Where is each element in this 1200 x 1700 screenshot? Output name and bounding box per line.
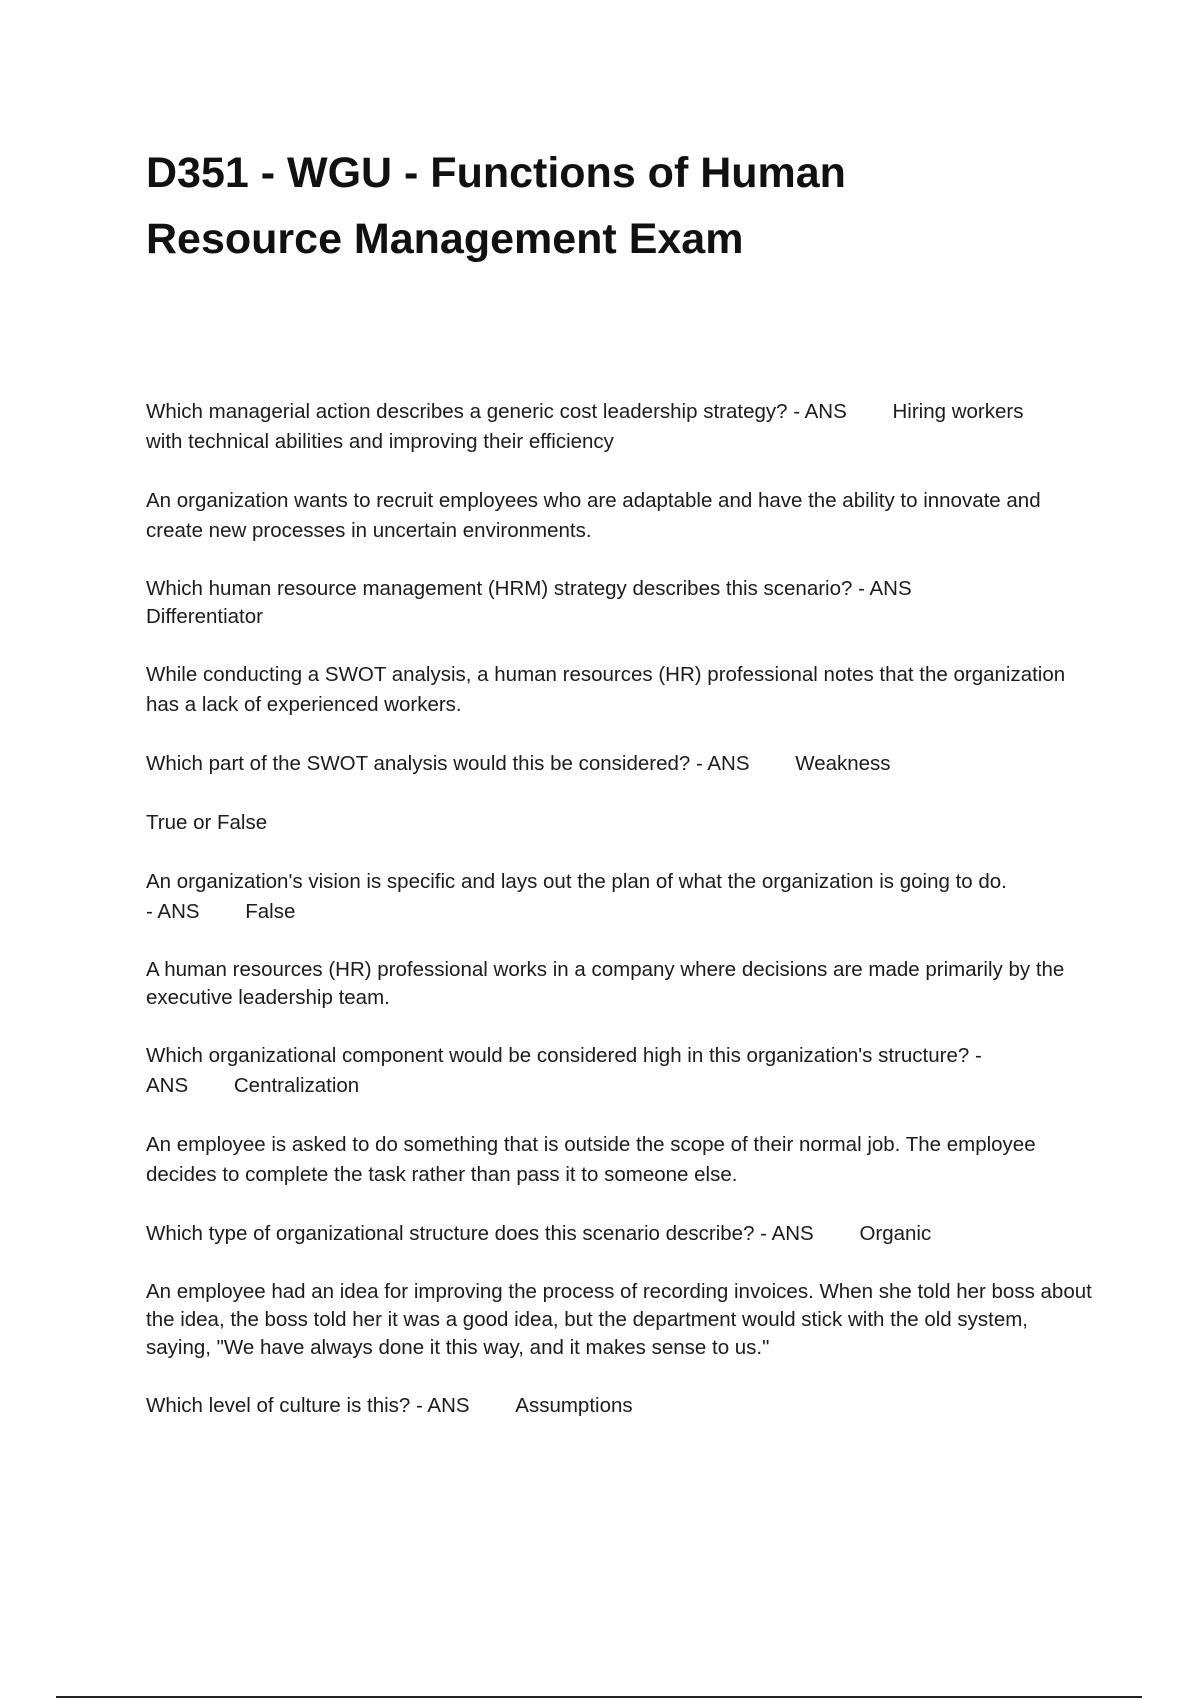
title-line-1: D351 - WGU - Functions of Human [146, 149, 846, 197]
question-text: A human resources (HR) professional works in a company where decisions are made primarily by the executive leadership team. [146, 958, 1065, 1009]
question-text: Which part of the SWOT analysis would this be considered? - ANS [146, 752, 750, 775]
footer-divider [56, 1696, 1142, 1698]
question-text: While conducting a SWOT analysis, a human resources (HR) professional notes that the organization has a lack of experienced workers. [146, 663, 1066, 716]
ans-marker: ANS [146, 1074, 189, 1097]
page-title [146, 140, 1046, 272]
paragraph-12 [146, 1278, 1096, 1362]
paragraph-1 [146, 397, 1096, 457]
question-text: Which managerial action describes a generic cost leadership strategy? - ANS [146, 400, 847, 423]
ans-marker: - ANS [146, 900, 200, 923]
answer-text: Assumptions [515, 1394, 633, 1417]
question-text: An employee is asked to do something that is outside the scope of their normal job. The employee decides to complete the task rather than pass it to someone else. [146, 1133, 1036, 1186]
paragraph-10 [146, 1130, 1096, 1190]
question-text: Which level of culture is this? - ANS [146, 1394, 470, 1417]
answer-text: Organic [859, 1222, 932, 1245]
paragraph-9 [146, 1041, 1096, 1101]
question-text: Which type of organizational structure does this scenario describe? - ANS [146, 1222, 814, 1245]
answer-text: Weakness [795, 752, 891, 775]
paragraph-5 [146, 749, 1096, 779]
paragraph-4 [146, 660, 1096, 720]
answer-continuation: with technical abilities and improving their efficiency [146, 430, 614, 453]
question-text: An organization wants to recruit employees who are adaptable and have the ability to innovate and create new processes in uncertain environments. [146, 489, 1041, 542]
question-text: Which human resource management (HRM) strategy describes this scenario? - ANS [146, 577, 912, 600]
question-text: An organization's vision is specific and lays out the plan of what the organization is going to do. [146, 870, 1007, 893]
title-line-2: Resource Management Exam [146, 215, 744, 263]
paragraph-7 [146, 867, 1096, 927]
paragraph-8 [146, 956, 1096, 1012]
question-text: True or False [146, 811, 268, 834]
question-list [146, 397, 1096, 1450]
answer-text: Centralization [233, 1074, 360, 1097]
paragraph-3 [146, 575, 1096, 631]
answer-text: Hiring workers [892, 400, 1024, 423]
paragraph-13 [146, 1391, 1096, 1421]
paragraph-6 [146, 808, 1096, 838]
paragraph-11 [146, 1219, 1096, 1249]
paragraph-2 [146, 486, 1096, 546]
answer-text: False [245, 900, 296, 923]
question-text: Which organizational component would be considered high in this organization's structure? - [146, 1044, 982, 1067]
question-text: An employee had an idea for improving the process of recording invoices. When she told her boss about the idea, the boss told her it was a good idea, but the department would stick with the old system, saying, "We have always done it this way, and it makes sense to us." [146, 1280, 1092, 1359]
answer-text: Differentiator [146, 605, 263, 628]
